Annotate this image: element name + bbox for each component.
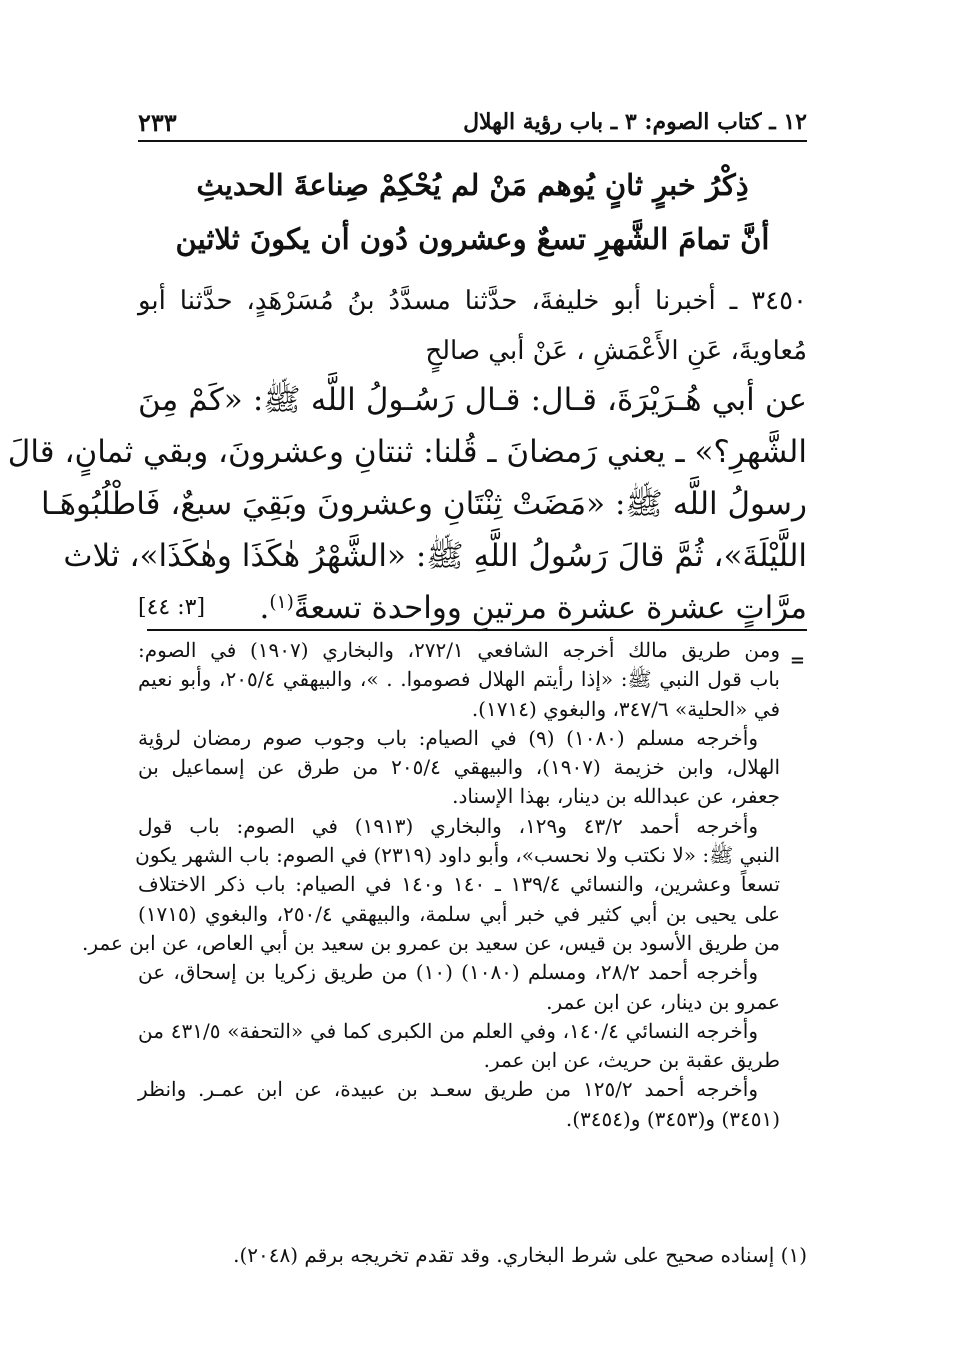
footnote-line: على يحيى بن أبي كثير في خبر أبي سلمة، والبيهقي ٢٥٠/٤، والبغوي (١٧١٥) xyxy=(138,901,780,926)
footnote-line: باب قول النبي ﷺ: «إذا رأيتم الهلال فصوموا. . »، والبيهقي ٢٠٥/٤، وأبو نعيم xyxy=(138,667,780,692)
page-number: ٢٣٣ xyxy=(138,107,177,137)
footnote-continuation-marker: = xyxy=(789,650,805,671)
footnote-line: ومن طريق مالك أخرجه الشافعي ٢٧٢/١، والبخاري (١٩٠٧) في الصوم: xyxy=(138,638,780,662)
footnote-line: وأخرجه النسائي ١٤٠/٤، وفي العلم من الكبرى كما في «التحفة» ٤٣١/٥ من xyxy=(138,1018,759,1043)
matn-line: اللَّيْلَةَ»، ثُمَّ قالَ رَسُولُ اللَّهِ ﷺ: «الشَّهْرُ هٰكَذَا وهٰكَذَا»، ثلاث xyxy=(63,538,807,574)
footnote-divider xyxy=(147,629,807,631)
footnote-line: من طريق الأسود بن قيس، عن سعيد بن عمرو بن سعيد بن أبي العاص، عن ابن عمر. xyxy=(82,930,780,955)
footnote-line: تسعاً وعشرين، والنسائي ١٣٩/٤ ـ ١٤٠ و١٤٠ في الصيام: باب ذكر الاختلاف xyxy=(138,872,781,897)
hadith-reference: [٣: ٤٤] xyxy=(138,595,206,620)
footnote-line: عمرو بن دينار، عن ابن عمر. xyxy=(546,989,780,1014)
footnote-line: طريق عقبة بن حريث، عن ابن عمر. xyxy=(483,1048,780,1073)
footnote-line: النبي ﷺ: «لا نكتب ولا نحسب»، وأبو داود (٢٣١٩) في الصوم: باب الشهر يكون xyxy=(135,843,780,868)
footnote-line: (٣٤٥١) و(٣٤٥٣) و(٣٤٥٤). xyxy=(565,1106,780,1131)
matn-line: رسولُ اللَّه ﷺ: «مَضَتْ ثِنْتَانِ وعشرونَ وبَقِيَ سبعٌ، فَاطْلُبُوهَـا xyxy=(41,486,807,522)
isnad-line: ٣٤٥٠ ـ أخبرنا أبو خليفةَ، حدَّثنا مسدَّدُ بنُ مُسَرْهَدٍ، حدَّثنا أبو xyxy=(138,286,807,316)
matn-end-dot: . xyxy=(259,590,270,626)
footnote-line: وأخرجه أحمد ٢٨/٢، ومسلم (١٠٨٠) (١٠) من طريق زكريا بن إسحاق، عن xyxy=(138,960,759,985)
matn-line: عن أبي هُـرَيْرَةَ، قـال: قـال رَسُـولُ اللَّه ﷺ: «كَمْ مِنَ xyxy=(138,382,807,418)
running-title: ١٢ ـ كتاب الصوم: ٣ ـ باب رؤية الهلال xyxy=(463,109,807,135)
matn-last-line xyxy=(138,582,807,634)
footnote-line: في «الحلية» ٣٤٧/٦، والبغوي (١٧١٤). xyxy=(471,696,780,721)
matn-last-text: مرَّاتٍ عشرة عشرة مرتينِ وواحدة تسعةً xyxy=(293,590,807,626)
section-heading-line-1: ذِكْرُ خبرٍ ثانٍ يُوهم مَنْ لم يُحْكِمْ صِناعةَ الحديثِ xyxy=(196,168,749,202)
footnotes xyxy=(82,636,781,1134)
isnad-line: مُعاويةَ، عَنِ الأَعْمَشِ ، عَنْ أبي صالحٍ xyxy=(425,336,807,366)
running-header xyxy=(138,104,807,142)
footnote-line: وأخرجه أحمد ١٢٥/٢ من طريق سعـد بن عبيدة، عن ابن عمـر. وانظر xyxy=(138,1077,758,1102)
footnote-line: وأخرجه مسلم (١٠٨٠) (٩) في الصيام: باب وجوب صوم رمضان لرؤية xyxy=(138,725,759,750)
footnote-line: وأخرجه أحمد ٤٣/٢ و١٢٩، والبخاري (١٩١٣) في الصوم: باب قول xyxy=(138,813,758,838)
section-heading-line-2: أنَّ تمامَ الشَّهرِ تسعٌ وعشرون دُون أن يكونَ ثلاثين xyxy=(175,222,770,256)
footnote-reference: (١) xyxy=(269,591,294,613)
footnote-line: جعفر، عن عبدالله بن دينار، بهذا الإسناد. xyxy=(452,784,780,809)
hadith-isnad xyxy=(138,276,807,376)
matn-line: الشَّهرِ؟» ـ يعني رَمضانَ ـ قُلنا: ثنتانِ وعشرونَ، وبقي ثمانٍ، قالَ xyxy=(7,434,807,470)
footnote-1: (١) إسناده صحيح على شرط البخاري. وقد تقدم تخريجه برقم (٢٠٤٨). xyxy=(233,1243,807,1267)
footnote-line: الهلال، وابن خزيمة (١٩٠٧)، والبيهقي ٢٠٥/٤ من طرق عن إسماعيل بن xyxy=(138,755,781,780)
hadith-matn xyxy=(7,374,807,634)
